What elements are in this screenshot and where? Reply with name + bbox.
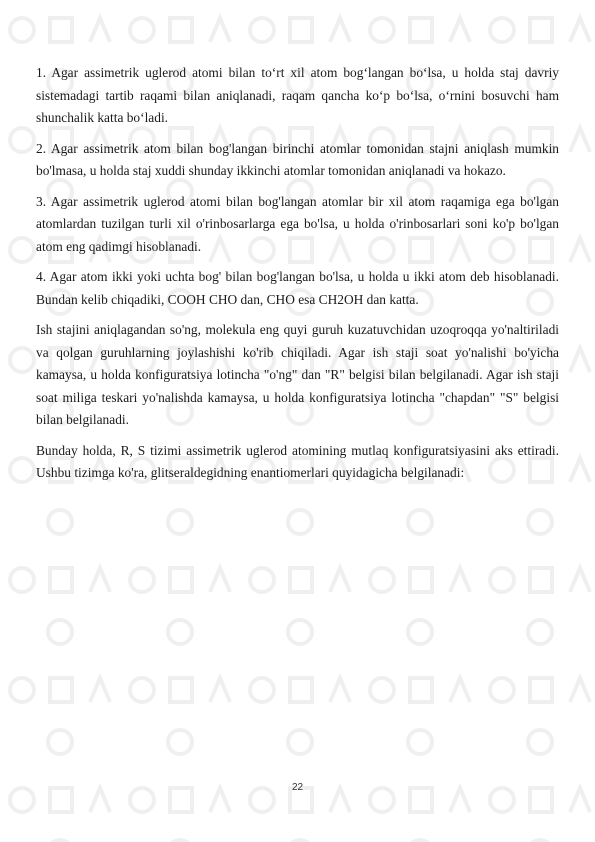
paragraph-rule-4: 4. Agar atom ikki yoki uchta bog' bilan bog'langan bo'lsa, u holda u ikki atom deb hisoblanadi. Bundan kelib chiqadiki, COOH CHO dan, CHO esa CH2OH dan katta.: [36, 269, 559, 307]
paragraph-rule-2: 2. Agar assimetrik atom bilan bog'langan birinchi atomlar tomonidan stajni aniqlash mumkin bo'lmasa, u holda staj xuddi shunday ikkinchi atomlar tomonidan aniqlanadi va hokazo.: [36, 140, 559, 178]
paragraph-configuration: Ish stajini aniqlagandan so'ng, molekula eng quyi guruh kuzatuvchidan uzoqroqqa yo'naltiriladi va qolgan guruhlarning joylashishi ko'rib chiqiladi. Agar ish staji soat yo'nalishi bo'yicha kamaysa, u holda konfiguratsiya lotincha "o'ng" dan "R" belgisi bilan belgilanadi. Agar ish staji soat miliga teskari yo'nalishda kamaysa, u holda konfiguratsiya lotincha "chapdan" "S" belgisi bilan belgilanadi.: [36, 322, 559, 427]
paragraph-rule-1: 1. Agar assimetrik uglerod atomi bilan to‘rt xil atom bog‘langan bo‘lsa, u holda staj davriy sistemadagi tartib raqami bilan aniqlanadi, raqam qancha ko‘p bo‘lsa, o‘rnini bosuvchi ham shunchalik katta bo‘ladi.: [36, 65, 559, 125]
page-number: 22: [291, 782, 304, 793]
paragraph-rs-system: Bunday holda, R, S tizimi assimetrik uglerod atomining mutlaq konfiguratsiyasini aks ettiradi. Ushbu tizimga ko'ra, glitseraldegidning enantiomerlari quyidagicha belgilanadi:: [36, 442, 559, 480]
document-body: [36, 62, 559, 493]
paragraph-rule-3: 3. Agar assimetrik uglerod atomi bilan bog'langan atomlar bir xil atom raqamiga ega bo'lgan atomlardan tuzilgan turli xil o'rinbosarlarga ega bo'lsa, u holda o'rinbosarlari soni ko'p bo'lgan atom eng qadimgi hisoblanadi.: [36, 193, 559, 254]
